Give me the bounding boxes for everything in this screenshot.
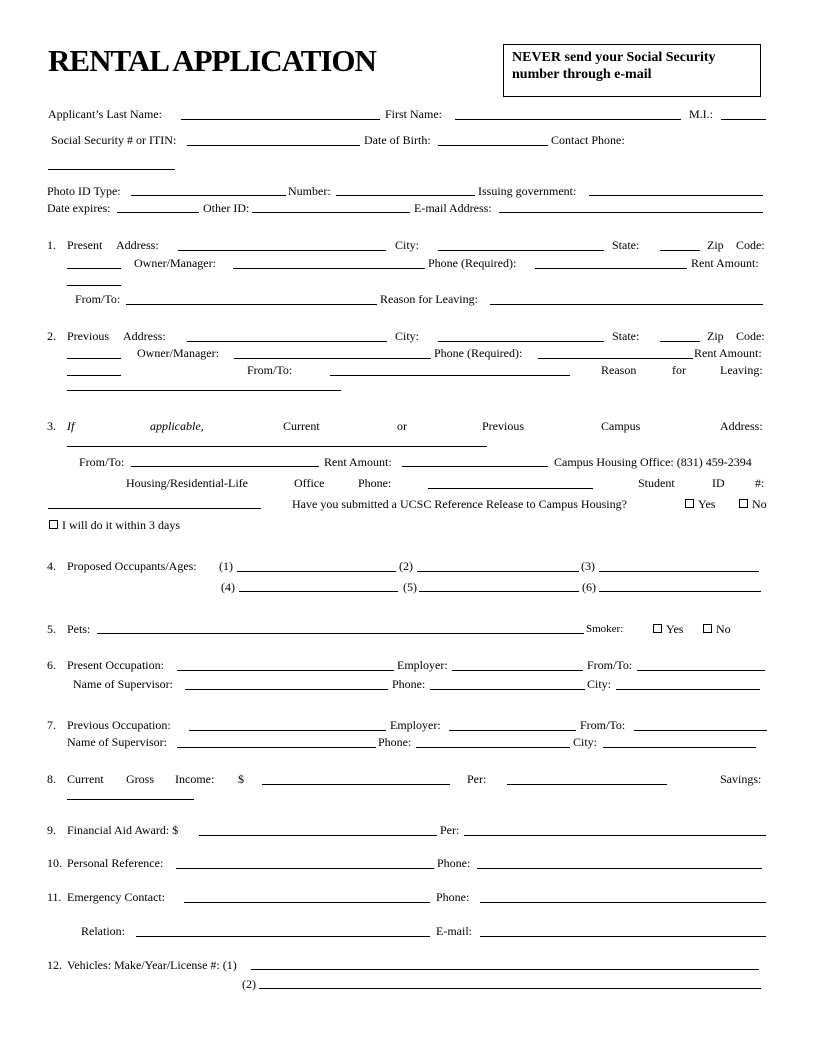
- s6-number: 6.: [47, 658, 56, 672]
- s7-number: 7.: [47, 718, 56, 732]
- s9-per-field[interactable]: [464, 835, 766, 836]
- first-name-label: First Name:: [385, 107, 442, 121]
- s2-address-field[interactable]: [187, 341, 387, 342]
- s2-address-label: Address:: [123, 329, 166, 343]
- last-name-field[interactable]: [181, 119, 380, 120]
- photo-id-type-label: Photo ID Type:: [47, 184, 121, 198]
- s9-aid-label: Financial Aid Award: $: [67, 823, 179, 837]
- checkbox-icon[interactable]: [653, 624, 662, 633]
- s1-fromto-field[interactable]: [126, 304, 377, 305]
- s5-no-option[interactable]: No: [703, 622, 731, 636]
- other-id-label: Other ID:: [203, 201, 250, 215]
- s4-o3-field[interactable]: [599, 571, 759, 572]
- s3-ucsc-question: Have you submitted a UCSC Reference Release to Campus Housing?: [292, 497, 627, 511]
- s1-reason-field[interactable]: [490, 304, 763, 305]
- s6-fromto-label: From/To:: [587, 658, 633, 672]
- s2-previous: Previous: [67, 329, 109, 343]
- s3-will-do-option[interactable]: I will do it within 3 days: [49, 518, 180, 532]
- s7-city-field[interactable]: [603, 747, 756, 748]
- s3-fromto-field[interactable]: [131, 466, 319, 467]
- s3-previous: Previous: [482, 419, 524, 433]
- s6-supervisor-field[interactable]: [185, 689, 388, 690]
- s2-phone-label: Phone (Required):: [434, 346, 523, 360]
- s4-o5-label: (5): [403, 580, 417, 594]
- s1-present: Present: [67, 238, 103, 252]
- issuing-gov-label: Issuing government:: [478, 184, 577, 198]
- s3-campus: Campus: [601, 419, 641, 433]
- checkbox-icon[interactable]: [739, 499, 748, 508]
- s3-address-field[interactable]: [67, 446, 487, 447]
- s2-owner-label: Owner/Manager:: [137, 346, 219, 360]
- s4-o5-field[interactable]: [419, 591, 579, 592]
- s4-number: 4.: [47, 559, 56, 573]
- s3-id: ID: [712, 476, 725, 490]
- s8-dollar: $: [238, 772, 244, 786]
- s2-fromto-field[interactable]: [330, 375, 570, 376]
- s2-zip: Zip: [707, 329, 724, 343]
- s3-student: Student: [638, 476, 675, 490]
- s3-rent-label: Rent Amount:: [324, 455, 392, 469]
- s7-supervisor-label: Name of Supervisor:: [67, 735, 167, 749]
- s8-current: Current: [67, 772, 104, 786]
- s1-zip-field[interactable]: [67, 268, 121, 269]
- s7-city-label: City:: [573, 735, 598, 749]
- s11-relation-field[interactable]: [136, 936, 430, 937]
- s3-housing-office: Campus Housing Office: (831) 459-2394: [554, 455, 752, 469]
- s7-employer-field[interactable]: [449, 730, 576, 731]
- s7-occupation-label: Previous Occupation:: [67, 718, 171, 732]
- other-id-field[interactable]: [252, 212, 410, 213]
- s3-yes-option[interactable]: Yes: [685, 497, 715, 511]
- s5-pets-label: Pets:: [67, 622, 91, 636]
- s2-state-field[interactable]: [660, 341, 700, 342]
- s4-o4-field[interactable]: [239, 591, 398, 592]
- s11-contact-field[interactable]: [184, 902, 430, 903]
- s10-reference-field[interactable]: [176, 868, 434, 869]
- s6-city-field[interactable]: [616, 689, 760, 690]
- s4-o1-label: (1): [219, 559, 233, 573]
- s5-number: 5.: [47, 622, 56, 636]
- s9-per-label: Per:: [440, 823, 460, 837]
- s1-number: 1.: [47, 238, 56, 252]
- s3-if: If: [67, 419, 75, 433]
- s1-rent-field[interactable]: [67, 285, 121, 286]
- s4-o6-label: (6): [582, 580, 596, 594]
- s3-housing-res: Housing/Residential-Life: [126, 476, 248, 490]
- s12-vehicle1-field[interactable]: [251, 969, 759, 970]
- s4-o4-label: (4): [221, 580, 235, 594]
- s6-employer-label: Employer:: [397, 658, 448, 672]
- s2-rent-label: Rent Amount:: [694, 346, 762, 360]
- s7-phone-field[interactable]: [416, 747, 570, 748]
- s12-number: 12.: [47, 958, 62, 972]
- s8-savings-label: Savings:: [720, 772, 762, 786]
- s7-fromto-label: From/To:: [580, 718, 626, 732]
- s3-rent-field[interactable]: [402, 466, 548, 467]
- s2-city-label: City:: [395, 329, 420, 343]
- s8-income-label: Income:: [175, 772, 215, 786]
- s2-phone-field[interactable]: [538, 358, 693, 359]
- id-number-label: Number:: [288, 184, 331, 198]
- s5-pets-field[interactable]: [97, 633, 584, 634]
- s6-occupation-field[interactable]: [177, 670, 394, 671]
- s8-gross: Gross: [126, 772, 155, 786]
- ssn-field[interactable]: [187, 145, 360, 146]
- s2-rent-field[interactable]: [67, 375, 121, 376]
- s3-no-option[interactable]: No: [739, 497, 767, 511]
- email-label: E-mail Address:: [414, 201, 492, 215]
- s11-phone-field[interactable]: [480, 902, 766, 903]
- s3-student-id-field[interactable]: [48, 508, 261, 509]
- s1-fromto-label: From/To:: [75, 292, 121, 306]
- date-expires-field[interactable]: [117, 212, 199, 213]
- s1-city-label: City:: [395, 238, 420, 252]
- s2-leaving-label: Leaving:: [720, 363, 763, 377]
- s2-for: for: [672, 363, 686, 377]
- s6-fromto-field[interactable]: [637, 670, 765, 671]
- ssn-warning-box: NEVER send your Social Security number through e-mail: [503, 44, 761, 97]
- contact-phone-field[interactable]: [48, 169, 175, 170]
- s3-address-label: Address:: [720, 419, 763, 433]
- s1-owner-label: Owner/Manager:: [134, 256, 216, 270]
- s2-fromto-label: From/To:: [247, 363, 293, 377]
- issuing-gov-field[interactable]: [589, 195, 763, 196]
- s7-employer-label: Employer:: [390, 718, 441, 732]
- photo-id-type-field[interactable]: [131, 195, 286, 196]
- s1-address-field[interactable]: [178, 250, 386, 251]
- s3-fromto-label: From/To:: [79, 455, 125, 469]
- s8-per-field[interactable]: [507, 784, 667, 785]
- s5-yes-option[interactable]: Yes: [653, 622, 683, 636]
- s9-aid-field[interactable]: [199, 835, 437, 836]
- s1-state-field[interactable]: [660, 250, 700, 251]
- s2-owner-field[interactable]: [234, 358, 431, 359]
- s6-supervisor-label: Name of Supervisor:: [73, 677, 173, 691]
- s4-o3-label: (3): [581, 559, 595, 573]
- s10-number: 10.: [47, 856, 62, 870]
- s7-occupation-field[interactable]: [189, 730, 386, 731]
- s1-owner-field[interactable]: [233, 268, 425, 269]
- s2-reason: Reason: [601, 363, 637, 377]
- first-name-field[interactable]: [455, 119, 681, 120]
- s11-email-label: E-mail:: [436, 924, 472, 938]
- s8-per-label: Per:: [467, 772, 487, 786]
- s2-city-field[interactable]: [438, 341, 604, 342]
- s6-employer-field[interactable]: [452, 670, 583, 671]
- s3-or: or: [397, 419, 407, 433]
- s12-v2-label: (2): [242, 977, 256, 991]
- dob-label: Date of Birth:: [364, 133, 431, 147]
- s12-vehicle2-field[interactable]: [259, 988, 761, 989]
- s3-hash: #:: [755, 476, 765, 490]
- ssn-label: Social Security # or ITIN:: [51, 133, 177, 147]
- s2-code-label: Code:: [736, 329, 765, 343]
- s7-supervisor-field[interactable]: [177, 747, 376, 748]
- s2-reason-field[interactable]: [67, 390, 341, 391]
- dob-field[interactable]: [438, 145, 548, 146]
- s3-current: Current: [283, 419, 320, 433]
- s3-phone-field[interactable]: [428, 488, 593, 489]
- s7-phone-label: Phone:: [378, 735, 412, 749]
- s7-fromto-field[interactable]: [634, 730, 767, 731]
- s8-savings-field[interactable]: [67, 799, 194, 800]
- s10-phone-field[interactable]: [477, 868, 762, 869]
- s5-smoker-label: Smoker:: [586, 623, 624, 635]
- s1-phone-label: Phone (Required):: [428, 256, 517, 270]
- checkbox-icon[interactable]: [703, 624, 712, 633]
- s4-o2-field[interactable]: [417, 571, 579, 572]
- s1-phone-field[interactable]: [535, 268, 687, 269]
- last-name-label: Applicant’s Last Name:: [48, 107, 162, 121]
- mi-label: M.I.:: [689, 107, 713, 121]
- s9-number: 9.: [47, 823, 56, 837]
- s4-o1-field[interactable]: [237, 571, 396, 572]
- mi-field[interactable]: [721, 119, 766, 120]
- date-expires-label: Date expires:: [47, 201, 111, 215]
- email-field[interactable]: [499, 212, 763, 213]
- s11-number: 11.: [47, 890, 62, 904]
- s10-phone-label: Phone:: [437, 856, 471, 870]
- s3-office: Office: [294, 476, 325, 490]
- s6-phone-label: Phone:: [392, 677, 426, 691]
- s11-contact-label: Emergency Contact:: [67, 890, 166, 904]
- s8-number: 8.: [47, 772, 56, 786]
- s3-number: 3.: [47, 419, 56, 433]
- s1-reason-label: Reason for Leaving:: [380, 292, 478, 306]
- checkbox-icon[interactable]: [49, 520, 58, 529]
- s3-phone-label: Phone:: [358, 476, 392, 490]
- s4-o6-field[interactable]: [599, 591, 761, 592]
- s11-relation-label: Relation:: [81, 924, 125, 938]
- s2-state-label: State:: [612, 329, 640, 343]
- s2-zip-field[interactable]: [67, 358, 121, 359]
- s1-code-label: Code:: [736, 238, 765, 252]
- page-title: RENTAL APPLICATION: [48, 43, 376, 78]
- s4-label: Proposed Occupants/Ages:: [67, 559, 197, 573]
- s1-city-field[interactable]: [438, 250, 604, 251]
- id-number-field[interactable]: [336, 195, 475, 196]
- s6-occupation-label: Present Occupation:: [67, 658, 164, 672]
- s10-reference-label: Personal Reference:: [67, 856, 164, 870]
- s1-address-label: Address:: [116, 238, 159, 252]
- s6-city-label: City:: [587, 677, 612, 691]
- s1-state-label: State:: [612, 238, 640, 252]
- s2-number: 2.: [47, 329, 56, 343]
- s11-email-field[interactable]: [480, 936, 766, 937]
- s1-rent-label: Rent Amount:: [691, 256, 759, 270]
- s1-zip: Zip: [707, 238, 724, 252]
- contact-phone-label: Contact Phone:: [551, 133, 625, 147]
- s11-phone-label: Phone:: [436, 890, 470, 904]
- s12-vehicles-label: Vehicles: Make/Year/License #: (1): [67, 958, 237, 972]
- checkbox-icon[interactable]: [685, 499, 694, 508]
- s8-income-field[interactable]: [262, 784, 450, 785]
- s4-o2-label: (2): [399, 559, 413, 573]
- s3-applicable: applicable,: [150, 419, 204, 433]
- s6-phone-field[interactable]: [430, 689, 585, 690]
